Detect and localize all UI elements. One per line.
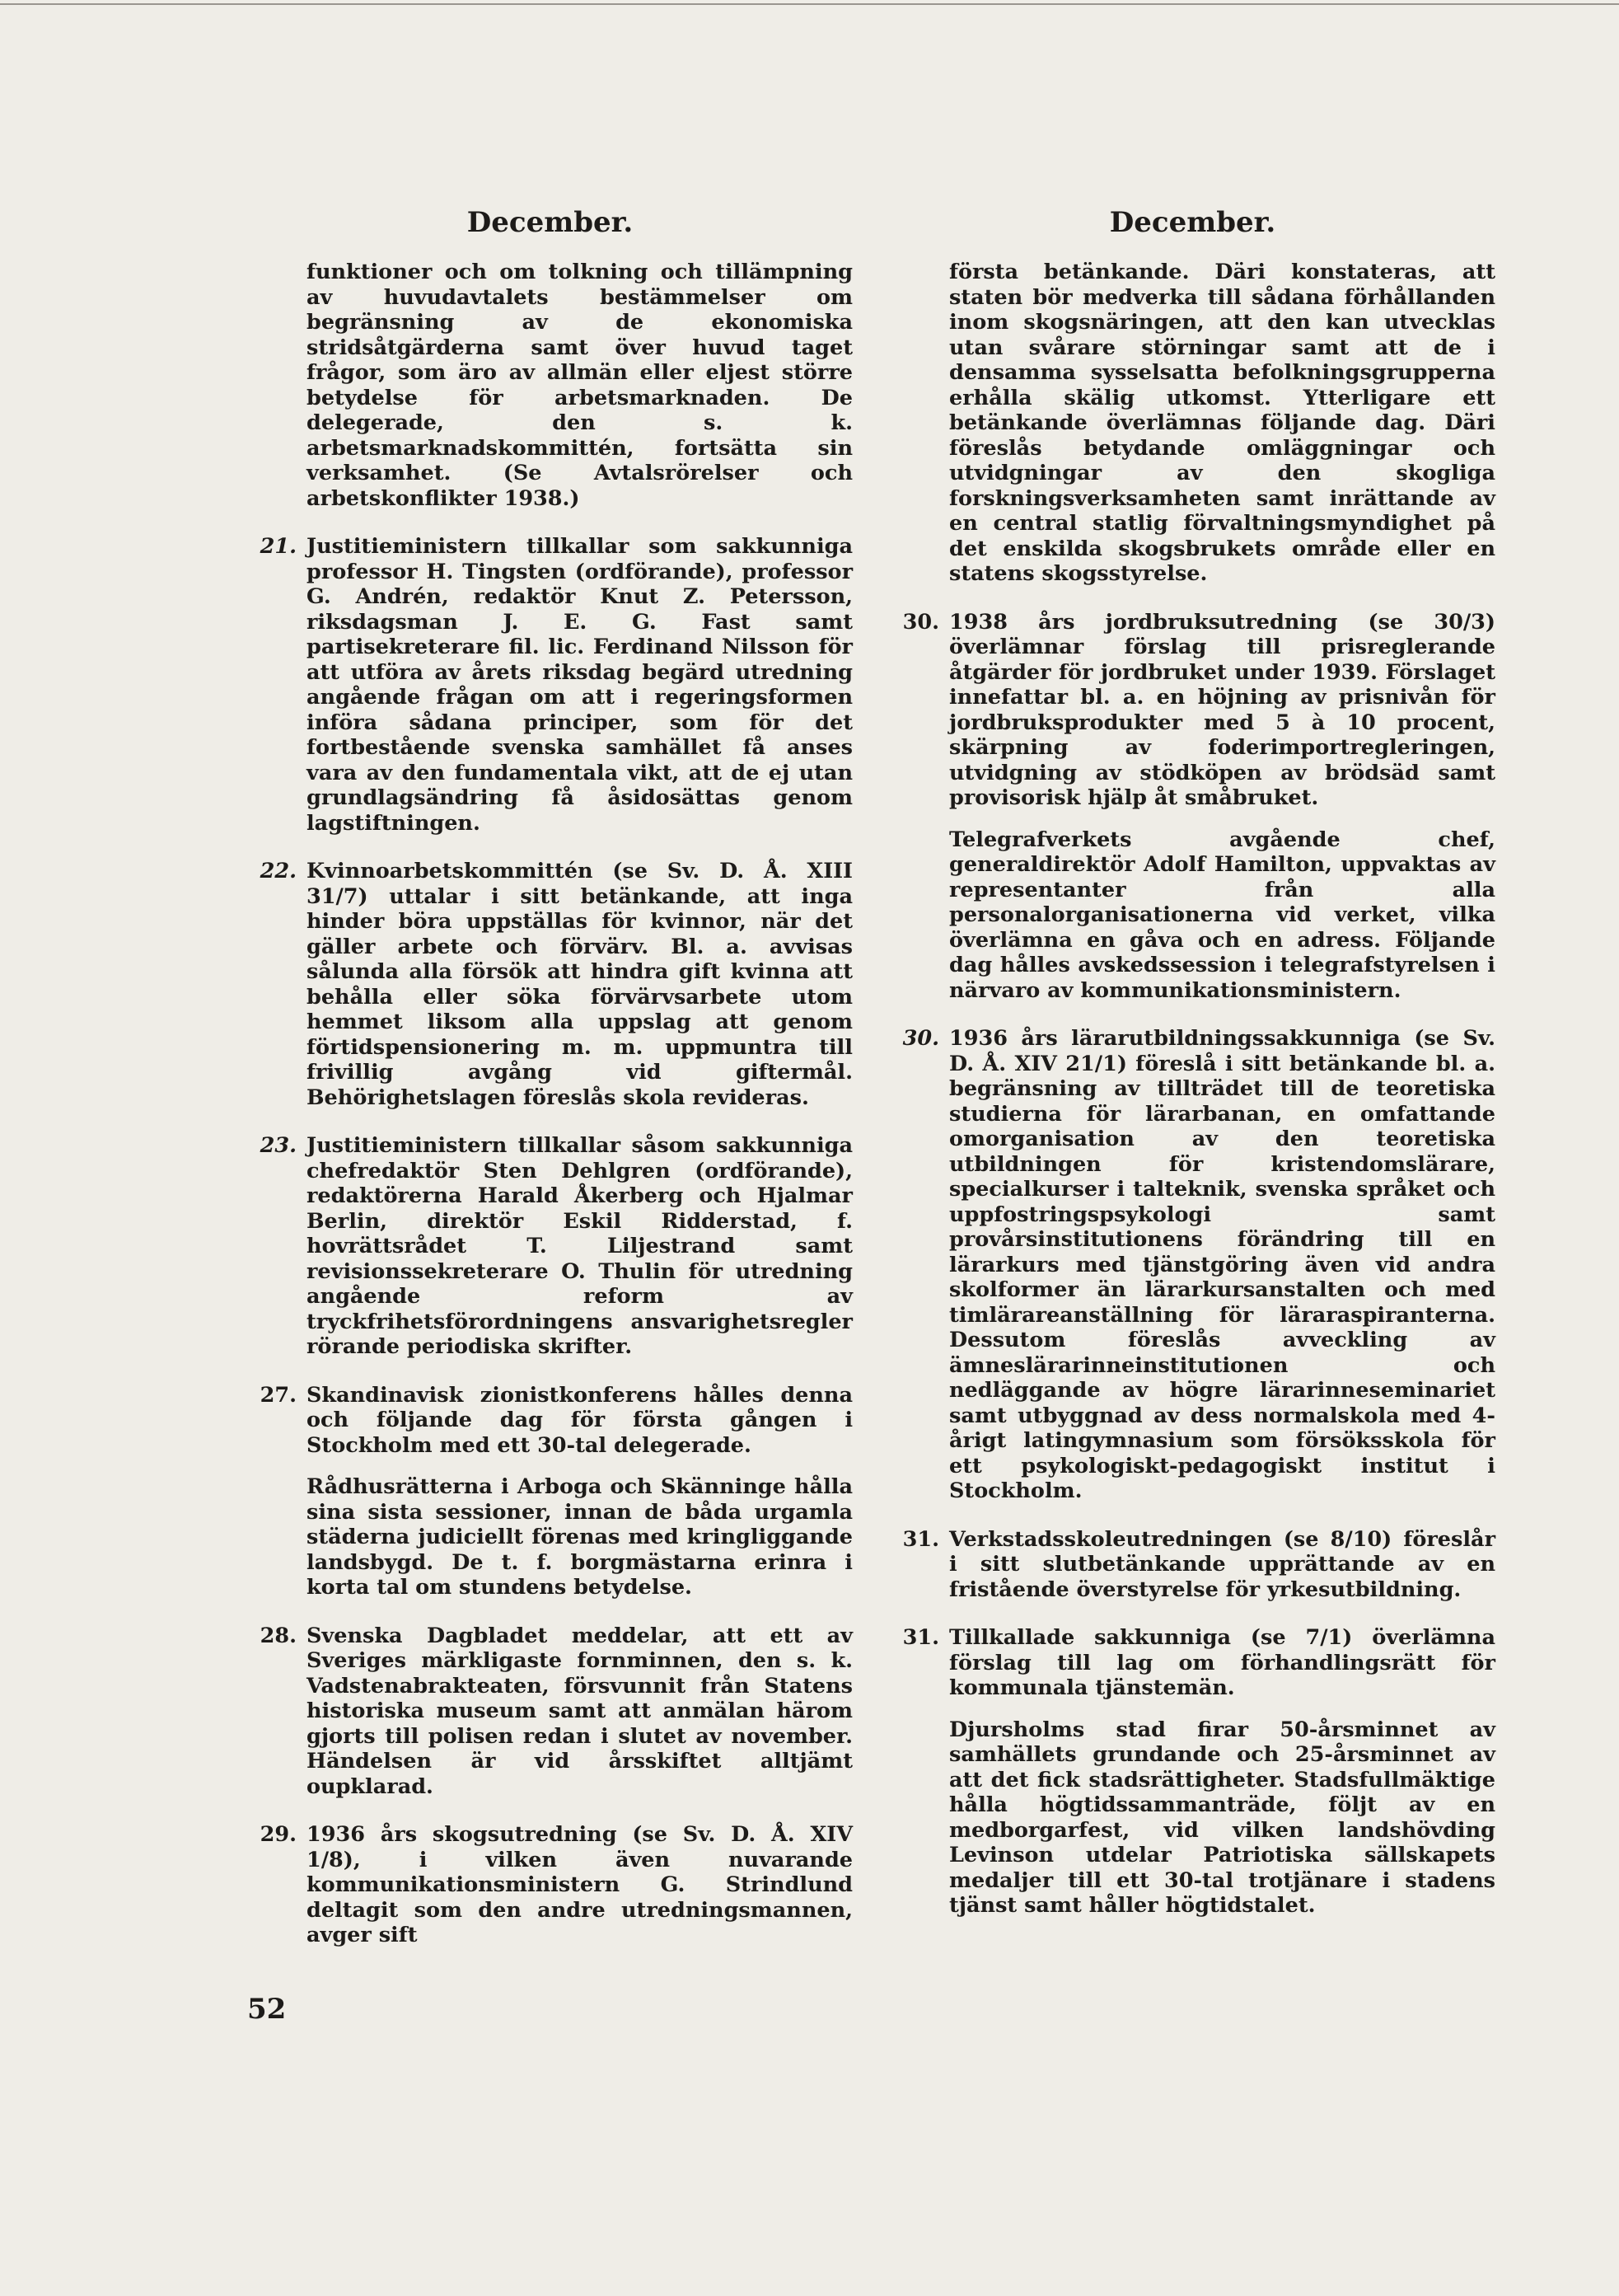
entry-text: Justitieministern tillkallar som sakkunniga professor H. Tingsten (ordförande), professor G. Andrén, redaktör Knut Z. Petersson, riksdagsman J. E. G. Fast samt partisekreterare fil. lic. Ferdinand Nilsson för att utföra av årets riksdag begärd utredning angående frågan om att i regeringsformen införa sådana principer, som för det fortbestående svenska samhället få anses vara av den fundamentala vikt, att de ej utan grundlagsändring få åsidosättas genom lagstiftningen. [306, 534, 853, 836]
entry [247, 1133, 853, 1360]
entry [890, 260, 1495, 587]
entry [247, 1474, 853, 1600]
entry [890, 1717, 1495, 1919]
entry [247, 859, 853, 1110]
entry-date: 21. [260, 534, 297, 559]
entry [890, 1527, 1495, 1603]
right-column-header: December. [1109, 206, 1276, 239]
entry-date: 22. [260, 859, 297, 883]
entry-text: första betänkande. Däri konstateras, att staten bör medverka till sådana förhållanden inom skogsnäringen, att den kan utvecklas utan svårare störningar samt att de i densamma sysselsatta befolkningsgrupperna erhålla skälig utkomst. Ytterligare ett betänkande överlämnas följande dag. Däri föreslås betydande omläggningar och utvidgningar av den skogliga forskningsverksamheten samt inrättande av en central statlig förvaltningsmyndighet på det enskilda skogsbrukets område eller en statens skogsstyrelse. [949, 260, 1495, 586]
entry-date: 31. [902, 1625, 939, 1650]
entry [247, 1822, 853, 1948]
left-column-header: December. [466, 206, 634, 239]
left-entry-list [247, 260, 853, 1948]
right-entry-list [890, 260, 1495, 1919]
entry [890, 610, 1495, 811]
entry-date: 28. [260, 1623, 297, 1648]
top-rule [0, 3, 1619, 5]
right-column [890, 202, 1495, 1942]
entry-date: 29. [260, 1822, 297, 1847]
page-number: 52 [247, 1993, 287, 2026]
entry [247, 260, 853, 511]
entry-text: 1938 års jordbruksutredning (se 30/3) överlämnar förslag till prisreglerande åtgärder för jordbruket under 1939. Förslaget innefattar bl. a. en höjning av prisnivån för jordbruksprodukter med 5 à 10 procent, skärpning av foderimportregleringen, utvidgning av stödköpen av brödsäd samt provisorisk hjälp åt småbruket. [949, 609, 1495, 810]
entry-text: 1936 års lärarutbildningssakkunniga (se Sv. D. Å. XIV 21/1) föreslå i sitt betänkande bl. a. begränsning av tillträdet till de teoretiska studierna för lärarbanan, en omfattande omorganisation av den teoretiska utbildningen för kristendomslärare, specialkurser i talteknik, svenska språket och uppfostringspsykologi samt provårsinstitutionens förändring till en lärarkurs med tjänstgöring även vid andra skolformer än lärarkursanstalten och med timlärareanställning för läraraspiranterna. Dessutom föreslås avveckling av ämneslärarinneinstitutionen och nedläggande av högre lärarinneseminariet samt utbyggnad av dess normalskola med 4-årigt latingymnasium som försöksskola för ett psykologiskt-pedagogiskt institut i Stockholm. [949, 1026, 1495, 1503]
entry [247, 534, 853, 836]
entry [890, 1625, 1495, 1701]
entry-text: Tillkallade sakkunniga (se 7/1) överlämna förslag till lag om förhandlingsrätt för kommunala tjänstemän. [949, 1625, 1495, 1700]
entry-text: funktioner och om tolkning och tillämpning av huvudavtalets bestämmelser om begränsning av de ekonomiska stridsåtgärderna samt över huvud taget frågor, som äro av allmän eller eljest större betydelse för arbetsmarknaden. De delegerade, den s. k. arbetsmarknadskommittén, fortsätta sin verksamhet. (Se Avtalsrörelser och arbetskonflikter 1938.) [306, 260, 853, 511]
entry [247, 1383, 853, 1459]
entry-date: 31. [902, 1526, 939, 1552]
entry-text: Telegrafverkets avgående chef, generaldirektör Adolf Hamilton, uppvaktas av representanter från alla personalorganisationerna vid verket, vilka överlämna en gåva och en adress. Följande dag hålles avskedssession i telegrafstyrelsen i närvaro av kommunikationsministern. [949, 827, 1495, 1003]
left-column [247, 202, 853, 1971]
entry [890, 827, 1495, 1004]
entry [890, 1026, 1495, 1504]
entry-date: 30. [902, 609, 939, 635]
entry-text: 1936 års skogsutredning (se Sv. D. Å. XIV 1/8), i vilken även nuvarande kommunikationsministern G. Strindlund deltagit som den andre utredningsmannen, avger sift [306, 1822, 853, 1947]
entry-date: 27. [260, 1382, 297, 1408]
entry-date: 23. [260, 1133, 297, 1158]
entry-text: Skandinavisk zionistkonferens hålles denna och följande dag för första gången i Stockholm med ett 30-tal delegerade. [306, 1382, 853, 1458]
entry-text: Verkstadsskoleutredningen (se 8/10) föreslår i sitt slutbetänkande upprättande av en fristående överstyrelse för yrkesutbildning. [949, 1526, 1495, 1602]
entry [247, 1624, 853, 1800]
entry-text: Djursholms stad firar 50-årsminnet av samhällets grundande och 25-årsminnet av att det fick stadsrättigheter. Stadsfullmäktige hålla högtidssammanträde, följt av en medborgarfest, vid vilken landshövding Levinson utdelar Patriotiska sällskapets medaljer till ett 30-tal trotjänare i stadens tjänst samt håller högtidstalet. [949, 1717, 1495, 1918]
entry-text: Svenska Dagbladet meddelar, att ett av Sveriges märkligaste fornminnen, den s. k. Vadstenabrakteaten, försvunnit från Statens historiska museum samt att anmälan härom gjorts till polisen redan i slutet av november. Händelsen är vid årsskiftet alltjämt oupklarad. [306, 1623, 853, 1799]
entry-text: Justitieministern tillkallar såsom sakkunniga chefredaktör Sten Dehlgren (ordförande), redaktörerna Harald Åkerberg och Hjalmar Berlin, direktör Eskil Ridderstad, f. hovrättsrådet T. Liljestrand samt revisionssekreterare O. Thulin för utredning angående reform av tryckfrihetsförordningens ansvarighetsregler rörande periodiska skrifter. [306, 1133, 853, 1359]
entry-text: Rådhusrätterna i Arboga och Skänninge hålla sina sista sessioner, innan de båda urgamla städerna judiciellt förenas med kringliggande landsbygd. De t. f. borgmästarna erinra i korta tal om stundens betydelse. [306, 1474, 853, 1600]
entry-text: Kvinnoarbetskommittén (se Sv. D. Å. XIII 31/7) uttalar i sitt betänkande, att inga hinder böra uppställas för kvinnor, när det gäller arbete och förvärv. Bl. a. avvisas sålunda alla försök att hindra gift kvinna att behålla eller söka förvärvsarbete utom hemmet liksom alla uppslag att genom förtidspensionering m. m. uppmuntra till frivillig avgång vid giftermål. Behörighetslagen föreslås skola revideras. [306, 859, 853, 1110]
entry-date: 30. [902, 1026, 939, 1051]
